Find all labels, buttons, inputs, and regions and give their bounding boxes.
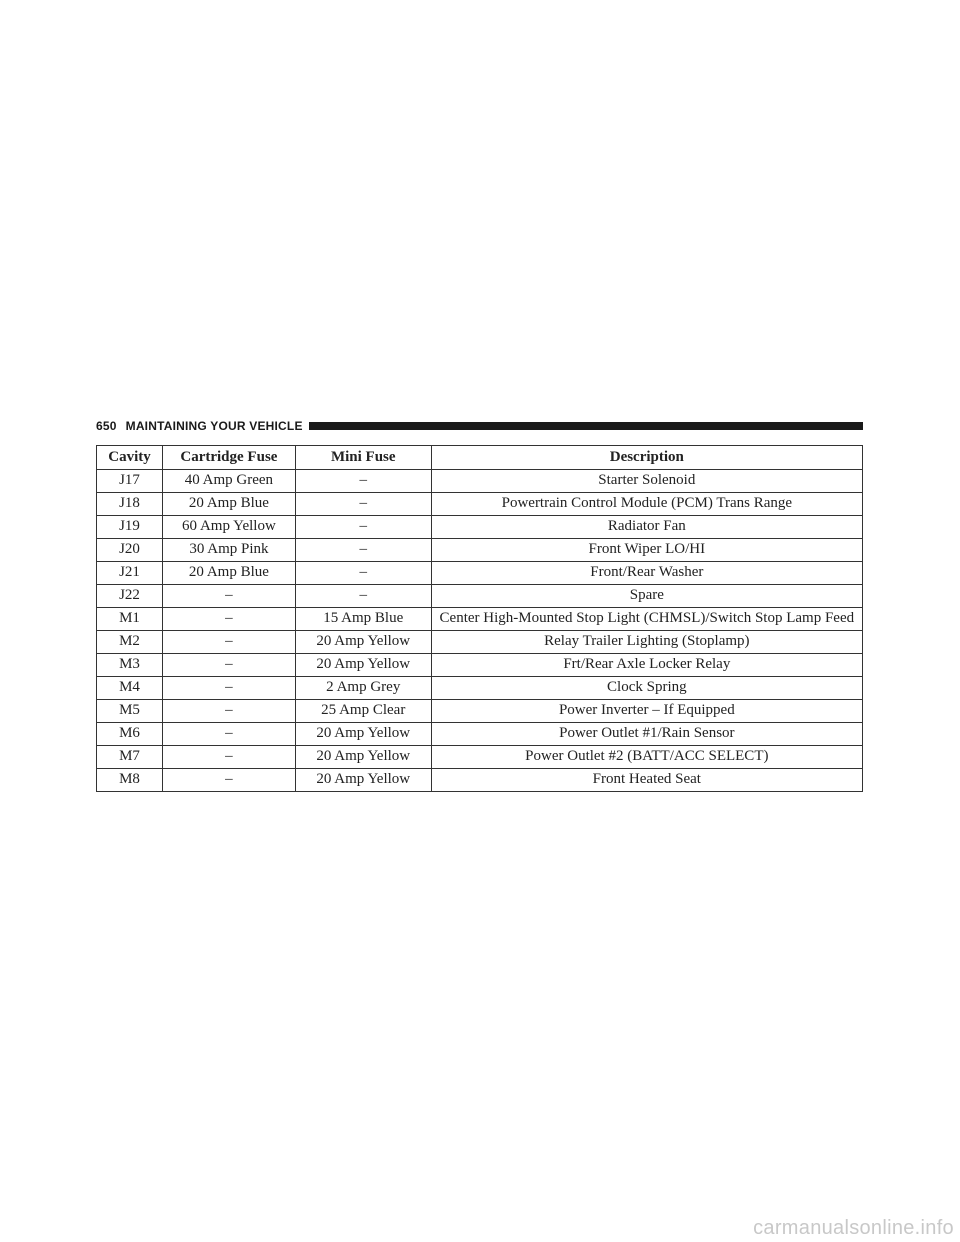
table-row [97, 470, 863, 493]
cell-cavity: J22 [97, 585, 163, 608]
cell-description: Frt/Rear Axle Locker Relay [431, 654, 862, 677]
cell-cartridge-fuse: – [162, 700, 295, 723]
cell-cartridge-fuse: 30 Amp Pink [162, 539, 295, 562]
table-row [97, 516, 863, 539]
cell-mini-fuse: 2 Amp Grey [295, 677, 431, 700]
cell-description: Spare [431, 585, 862, 608]
cell-mini-fuse: – [295, 585, 431, 608]
cell-cavity: M8 [97, 769, 163, 792]
cell-mini-fuse: – [295, 539, 431, 562]
cell-description: Power Outlet #1/Rain Sensor [431, 723, 862, 746]
cell-mini-fuse: 20 Amp Yellow [295, 723, 431, 746]
cell-cavity: J19 [97, 516, 163, 539]
cell-cartridge-fuse: 20 Amp Blue [162, 493, 295, 516]
cell-description: Front Wiper LO/HI [431, 539, 862, 562]
cell-mini-fuse: – [295, 516, 431, 539]
cell-cavity: M4 [97, 677, 163, 700]
cell-description: Radiator Fan [431, 516, 862, 539]
cell-description: Front/Rear Washer [431, 562, 862, 585]
table-row [97, 723, 863, 746]
page-header [96, 418, 863, 434]
cell-cavity: J20 [97, 539, 163, 562]
cell-mini-fuse: – [295, 493, 431, 516]
cell-mini-fuse: 20 Amp Yellow [295, 631, 431, 654]
header-rule [309, 422, 863, 430]
cell-description: Clock Spring [431, 677, 862, 700]
cell-cartridge-fuse: – [162, 723, 295, 746]
column-header-mini-fuse: Mini Fuse [295, 446, 431, 470]
cell-mini-fuse: 20 Amp Yellow [295, 769, 431, 792]
cell-cavity: M3 [97, 654, 163, 677]
cell-cartridge-fuse: 60 Amp Yellow [162, 516, 295, 539]
cell-description: Front Heated Seat [431, 769, 862, 792]
column-header-description: Description [431, 446, 862, 470]
cell-cavity: M6 [97, 723, 163, 746]
cell-cavity: J21 [97, 562, 163, 585]
watermark-text: carmanualsonline.info [753, 1217, 954, 1239]
cell-description: Starter Solenoid [431, 470, 862, 493]
table-row [97, 493, 863, 516]
cell-description: Power Inverter – If Equipped [431, 700, 862, 723]
table-row [97, 769, 863, 792]
table-row [97, 539, 863, 562]
cell-cartridge-fuse: – [162, 677, 295, 700]
table-row [97, 654, 863, 677]
cell-cartridge-fuse: 20 Amp Blue [162, 562, 295, 585]
cell-cartridge-fuse: – [162, 631, 295, 654]
table-row [97, 677, 863, 700]
cell-description: Powertrain Control Module (PCM) Trans Range [431, 493, 862, 516]
cell-cartridge-fuse: – [162, 769, 295, 792]
cell-mini-fuse: 20 Amp Yellow [295, 746, 431, 769]
cell-cavity: M2 [97, 631, 163, 654]
cell-cartridge-fuse: 40 Amp Green [162, 470, 295, 493]
cell-cartridge-fuse: – [162, 608, 295, 631]
column-header-cavity: Cavity [97, 446, 163, 470]
table-row [97, 700, 863, 723]
cell-mini-fuse: – [295, 562, 431, 585]
fuse-table [96, 445, 863, 792]
cell-cavity: J18 [97, 493, 163, 516]
cell-cartridge-fuse: – [162, 654, 295, 677]
cell-cavity: M1 [97, 608, 163, 631]
table-header-row [97, 446, 863, 470]
table-row [97, 746, 863, 769]
cell-mini-fuse: 25 Amp Clear [295, 700, 431, 723]
table-row [97, 585, 863, 608]
cell-mini-fuse: 20 Amp Yellow [295, 654, 431, 677]
cell-mini-fuse: 15 Amp Blue [295, 608, 431, 631]
cell-description: Power Outlet #2 (BATT/ACC SELECT) [431, 746, 862, 769]
cell-cartridge-fuse: – [162, 746, 295, 769]
table-row [97, 631, 863, 654]
cell-cavity: M5 [97, 700, 163, 723]
page-number: 650 [96, 419, 117, 433]
section-title: MAINTAINING YOUR VEHICLE [125, 419, 303, 433]
cell-mini-fuse: – [295, 470, 431, 493]
table-row [97, 562, 863, 585]
table-row [97, 608, 863, 631]
cell-description: Center High-Mounted Stop Light (CHMSL)/Switch Stop Lamp Feed [431, 608, 862, 631]
cell-cartridge-fuse: – [162, 585, 295, 608]
cell-cavity: M7 [97, 746, 163, 769]
cell-description: Relay Trailer Lighting (Stoplamp) [431, 631, 862, 654]
cell-cavity: J17 [97, 470, 163, 493]
column-header-cartridge-fuse: Cartridge Fuse [162, 446, 295, 470]
